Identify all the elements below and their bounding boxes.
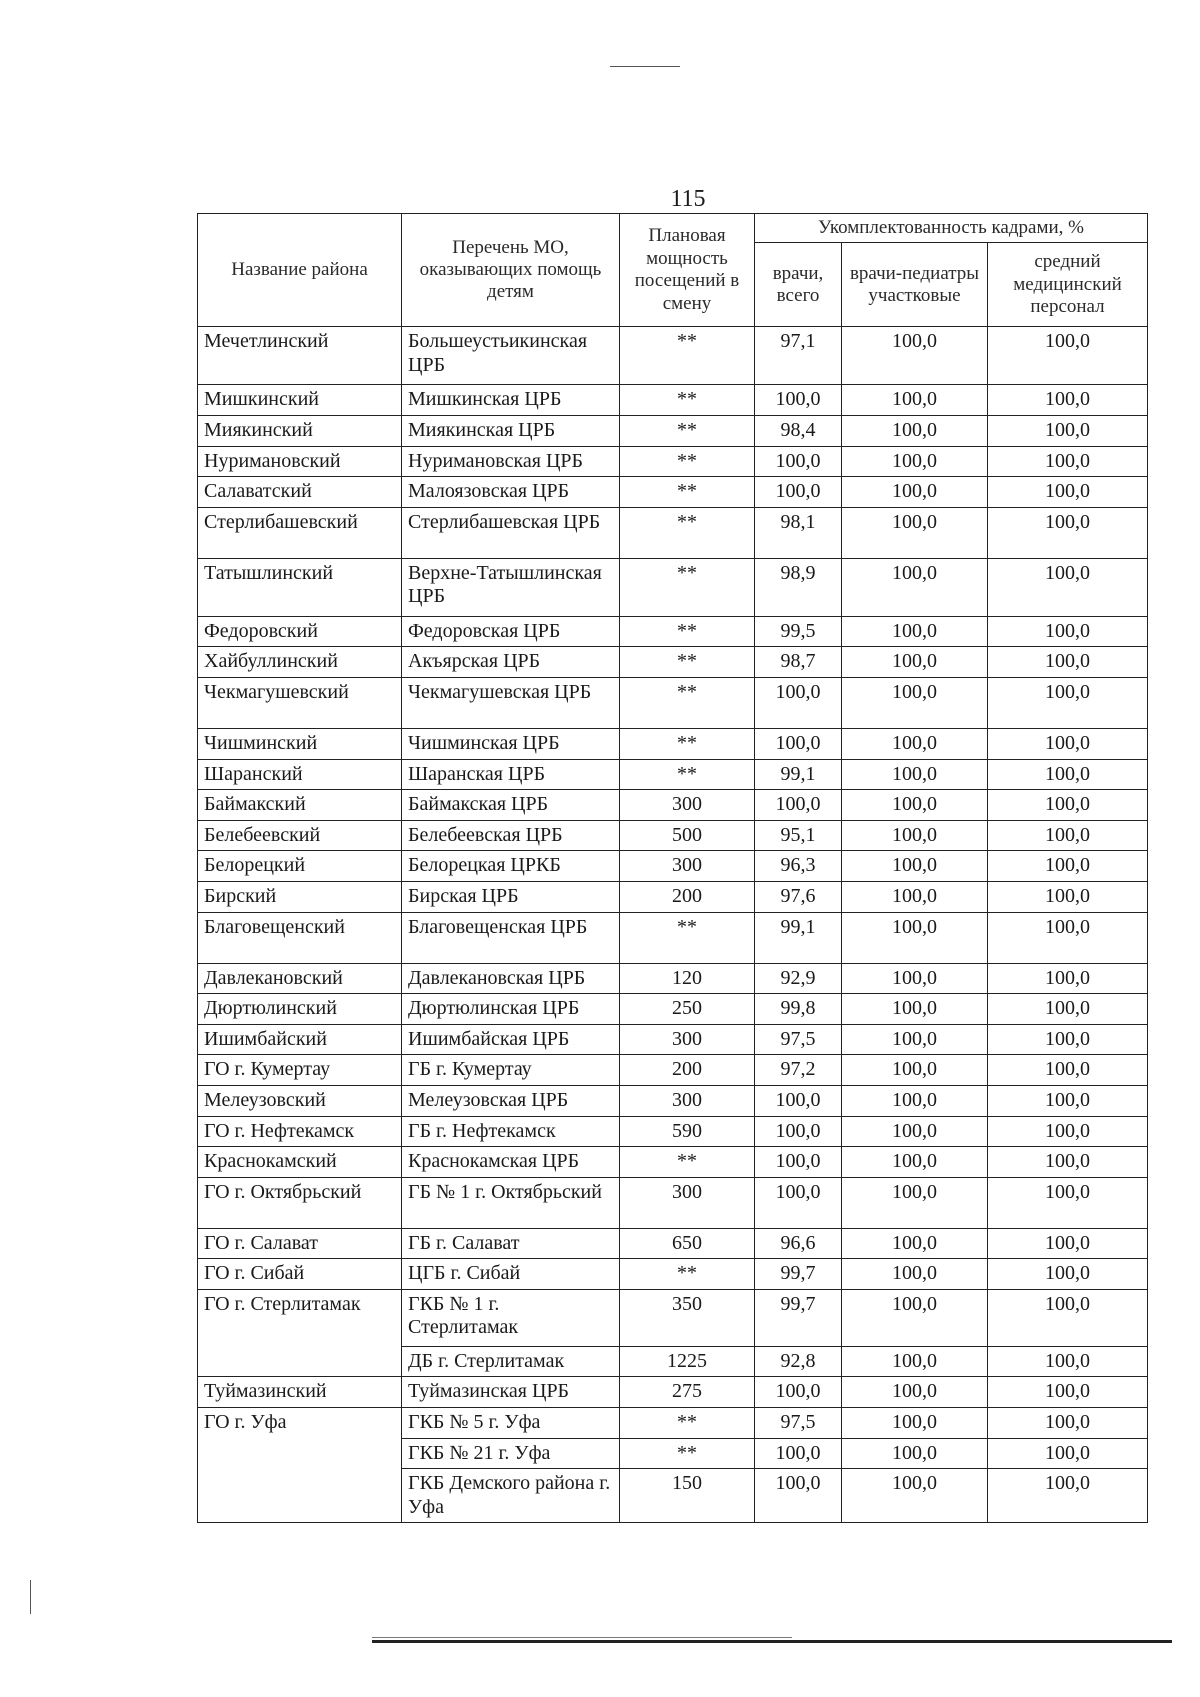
table-cell-nurses: 100,0 — [988, 1408, 1148, 1439]
table-cell-pediatricians: 100,0 — [842, 647, 988, 678]
table-cell-nurses: 100,0 — [988, 416, 1148, 447]
table-row — [198, 616, 1148, 647]
table-cell-doctors: 100,0 — [755, 1147, 842, 1178]
table-cell-nurses: 100,0 — [988, 1177, 1148, 1228]
table-row — [198, 881, 1148, 912]
table-cell-capacity: 300 — [620, 790, 755, 821]
table-row — [198, 728, 1148, 759]
table-cell-pediatricians: 100,0 — [842, 446, 988, 477]
table-cell-doctors: 96,6 — [755, 1228, 842, 1259]
table-row — [198, 820, 1148, 851]
table-row — [198, 1408, 1148, 1439]
page-number: 115 — [670, 186, 706, 212]
table-cell-mo: Благовещенская ЦРБ — [402, 912, 620, 963]
table-cell-nurses: 100,0 — [988, 759, 1148, 790]
table-cell-pediatricians: 100,0 — [842, 1469, 988, 1523]
table-cell-district: Татышлинский — [198, 558, 402, 616]
header-doctors-total: врачи, всего — [755, 243, 842, 327]
table-cell-nurses: 100,0 — [988, 1346, 1148, 1377]
table-cell-capacity: ** — [620, 1408, 755, 1439]
table-cell-capacity: 200 — [620, 1055, 755, 1086]
table-cell-nurses: 100,0 — [988, 851, 1148, 882]
table-cell-district: Нуримановский — [198, 446, 402, 477]
table-cell-doctors: 100,0 — [755, 1085, 842, 1116]
table-row — [198, 1147, 1148, 1178]
header-nurses: средний медицинский персонал — [988, 243, 1148, 327]
table-cell-nurses: 100,0 — [988, 1377, 1148, 1408]
table-row — [198, 385, 1148, 416]
table-cell-nurses: 100,0 — [988, 1438, 1148, 1469]
table-cell-capacity: ** — [620, 446, 755, 477]
table-cell-mo: ГКБ Демского района г. Уфа — [402, 1469, 620, 1523]
table-cell-mo: ГБ г. Кумертау — [402, 1055, 620, 1086]
table-row — [198, 912, 1148, 963]
table-cell-district: ГО г. Нефтекамск — [198, 1116, 402, 1147]
table-cell-mo: Дюртюлинская ЦРБ — [402, 994, 620, 1025]
table-cell-doctors: 96,3 — [755, 851, 842, 882]
table-cell-nurses: 100,0 — [988, 616, 1148, 647]
table-cell-capacity: ** — [620, 728, 755, 759]
table-cell-district: Стерлибашевский — [198, 507, 402, 558]
table-cell-capacity: 200 — [620, 881, 755, 912]
table-cell-capacity: 350 — [620, 1289, 755, 1346]
table-row — [198, 1289, 1148, 1346]
table-cell-pediatricians: 100,0 — [842, 477, 988, 508]
table-cell-district: Мишкинский — [198, 385, 402, 416]
table-cell-pediatricians: 100,0 — [842, 912, 988, 963]
table-cell-district: Миякинский — [198, 416, 402, 447]
table-cell-doctors: 100,0 — [755, 1177, 842, 1228]
table-cell-doctors: 92,9 — [755, 963, 842, 994]
table-cell-pediatricians: 100,0 — [842, 507, 988, 558]
table-cell-mo: Ишимбайская ЦРБ — [402, 1024, 620, 1055]
table-row — [198, 1259, 1148, 1290]
table-cell-mo: Чишминская ЦРБ — [402, 728, 620, 759]
header-staffing-group: Укомплектованность кадрами, % — [755, 214, 1148, 243]
table-cell-capacity: ** — [620, 1147, 755, 1178]
table-cell-nurses: 100,0 — [988, 327, 1148, 385]
scan-mark-top — [610, 66, 680, 67]
table-cell-nurses: 100,0 — [988, 1055, 1148, 1086]
table-cell-district: Салаватский — [198, 477, 402, 508]
table-cell-capacity: 150 — [620, 1469, 755, 1523]
table-cell-doctors: 98,9 — [755, 558, 842, 616]
table-cell-doctors: 97,1 — [755, 327, 842, 385]
table-cell-doctors: 100,0 — [755, 1469, 842, 1523]
table-cell-district: ГО г. Стерлитамак — [198, 1289, 402, 1377]
table-cell-mo: Давлекановская ЦРБ — [402, 963, 620, 994]
table-cell-mo: ГБ г. Салават — [402, 1228, 620, 1259]
table-cell-doctors: 92,8 — [755, 1346, 842, 1377]
table-cell-nurses: 100,0 — [988, 1116, 1148, 1147]
table-cell-capacity: ** — [620, 759, 755, 790]
table-cell-pediatricians: 100,0 — [842, 851, 988, 882]
table-cell-mo: ГКБ № 21 г. Уфа — [402, 1438, 620, 1469]
table-cell-nurses: 100,0 — [988, 790, 1148, 821]
table-cell-mo: ГБ № 1 г. Октябрьский — [402, 1177, 620, 1228]
table-cell-doctors: 99,1 — [755, 759, 842, 790]
table-cell-doctors: 95,1 — [755, 820, 842, 851]
table-cell-mo: ГКБ № 5 г. Уфа — [402, 1408, 620, 1439]
table-row — [198, 1228, 1148, 1259]
table-cell-pediatricians: 100,0 — [842, 1024, 988, 1055]
table-cell-doctors: 100,0 — [755, 1438, 842, 1469]
table-cell-nurses: 100,0 — [988, 677, 1148, 728]
table-cell-pediatricians: 100,0 — [842, 1055, 988, 1086]
table-cell-capacity: ** — [620, 507, 755, 558]
table-row — [198, 963, 1148, 994]
staffing-table — [197, 213, 1148, 1523]
table-cell-mo: Малоязовская ЦРБ — [402, 477, 620, 508]
table-cell-district: Чекмагушевский — [198, 677, 402, 728]
table-cell-district: Федоровский — [198, 616, 402, 647]
table-row — [198, 1177, 1148, 1228]
table-cell-pediatricians: 100,0 — [842, 759, 988, 790]
table-cell-capacity: ** — [620, 327, 755, 385]
table-cell-capacity: ** — [620, 558, 755, 616]
table-cell-doctors: 97,6 — [755, 881, 842, 912]
table-row — [198, 1377, 1148, 1408]
table-cell-district: Бирский — [198, 881, 402, 912]
table-cell-capacity: ** — [620, 677, 755, 728]
table-cell-nurses: 100,0 — [988, 820, 1148, 851]
table-cell-mo: Белорецкая ЦРКБ — [402, 851, 620, 882]
table-cell-mo: Чекмагушевская ЦРБ — [402, 677, 620, 728]
table-cell-nurses: 100,0 — [988, 507, 1148, 558]
table-cell-capacity: 650 — [620, 1228, 755, 1259]
table-cell-district: Шаранский — [198, 759, 402, 790]
header-capacity: Плановая мощность посещений в смену — [620, 214, 755, 327]
table-cell-capacity: ** — [620, 477, 755, 508]
table-cell-doctors: 100,0 — [755, 1116, 842, 1147]
table-cell-doctors: 99,8 — [755, 994, 842, 1025]
table-cell-pediatricians: 100,0 — [842, 616, 988, 647]
table-cell-doctors: 100,0 — [755, 677, 842, 728]
table-row — [198, 1116, 1148, 1147]
table-row — [198, 851, 1148, 882]
table-cell-mo: ГКБ № 1 г. Стерлитамак — [402, 1289, 620, 1346]
table-cell-doctors: 100,0 — [755, 446, 842, 477]
table-cell-nurses: 100,0 — [988, 1259, 1148, 1290]
table-row — [198, 1024, 1148, 1055]
table-cell-mo: Бирская ЦРБ — [402, 881, 620, 912]
table-cell-mo: Большеустьикинская ЦРБ — [402, 327, 620, 385]
table-cell-doctors: 98,1 — [755, 507, 842, 558]
table-cell-nurses: 100,0 — [988, 1228, 1148, 1259]
table-cell-doctors: 100,0 — [755, 477, 842, 508]
table-cell-doctors: 97,2 — [755, 1055, 842, 1086]
table-cell-district: Краснокамский — [198, 1147, 402, 1178]
table-cell-nurses: 100,0 — [988, 912, 1148, 963]
table-cell-pediatricians: 100,0 — [842, 994, 988, 1025]
table-cell-district: ГО г. Салават — [198, 1228, 402, 1259]
table-cell-pediatricians: 100,0 — [842, 790, 988, 821]
table-cell-nurses: 100,0 — [988, 446, 1148, 477]
table-row — [198, 558, 1148, 616]
table-cell-mo: ДБ г. Стерлитамак — [402, 1346, 620, 1377]
table-cell-capacity: 300 — [620, 1085, 755, 1116]
table-cell-mo: ЦГБ г. Сибай — [402, 1259, 620, 1290]
table-cell-pediatricians: 100,0 — [842, 416, 988, 447]
table-cell-nurses: 100,0 — [988, 994, 1148, 1025]
table-cell-district: Хайбуллинский — [198, 647, 402, 678]
table-cell-capacity: 300 — [620, 1177, 755, 1228]
table-cell-pediatricians: 100,0 — [842, 881, 988, 912]
table-cell-nurses: 100,0 — [988, 728, 1148, 759]
table-row — [198, 994, 1148, 1025]
table-cell-nurses: 100,0 — [988, 1469, 1148, 1523]
table-cell-nurses: 100,0 — [988, 1024, 1148, 1055]
table-cell-district: Баймакский — [198, 790, 402, 821]
table-row — [198, 790, 1148, 821]
header-mo-list: Перечень МО, оказывающих помощь детям — [402, 214, 620, 327]
table-cell-doctors: 99,7 — [755, 1289, 842, 1346]
table-cell-pediatricians: 100,0 — [842, 1116, 988, 1147]
table-cell-mo: Шаранская ЦРБ — [402, 759, 620, 790]
table-cell-mo: Стерлибашевская ЦРБ — [402, 507, 620, 558]
table-row — [198, 416, 1148, 447]
scan-line-thin — [372, 1637, 792, 1638]
table-cell-capacity: 500 — [620, 820, 755, 851]
table-cell-pediatricians: 100,0 — [842, 1346, 988, 1377]
table-row — [198, 477, 1148, 508]
table-cell-capacity: 1225 — [620, 1346, 755, 1377]
table-cell-capacity: ** — [620, 616, 755, 647]
table-cell-capacity: ** — [620, 1438, 755, 1469]
header-district: Название района — [198, 214, 402, 327]
table-cell-capacity: 300 — [620, 1024, 755, 1055]
table-cell-district: Белорецкий — [198, 851, 402, 882]
table-cell-doctors: 98,7 — [755, 647, 842, 678]
table-cell-mo: Белебеевская ЦРБ — [402, 820, 620, 851]
table-cell-capacity: ** — [620, 912, 755, 963]
table-cell-mo: Туймазинская ЦРБ — [402, 1377, 620, 1408]
table-row — [198, 327, 1148, 385]
table-row — [198, 507, 1148, 558]
table-cell-district: Мечетлинский — [198, 327, 402, 385]
table-cell-mo: Акъярская ЦРБ — [402, 647, 620, 678]
table-cell-pediatricians: 100,0 — [842, 1438, 988, 1469]
table-cell-capacity: ** — [620, 385, 755, 416]
table-cell-nurses: 100,0 — [988, 1147, 1148, 1178]
table-cell-capacity: ** — [620, 1259, 755, 1290]
table-cell-mo: ГБ г. Нефтекамск — [402, 1116, 620, 1147]
table-cell-pediatricians: 100,0 — [842, 1259, 988, 1290]
table-cell-doctors: 100,0 — [755, 1377, 842, 1408]
table-row — [198, 446, 1148, 477]
table-cell-nurses: 100,0 — [988, 385, 1148, 416]
table-row — [198, 647, 1148, 678]
table-body — [198, 327, 1148, 1523]
table-cell-district: ГО г. Октябрьский — [198, 1177, 402, 1228]
table-cell-pediatricians: 100,0 — [842, 1228, 988, 1259]
table-cell-capacity: 590 — [620, 1116, 755, 1147]
table-cell-district: ГО г. Кумертау — [198, 1055, 402, 1086]
table-cell-pediatricians: 100,0 — [842, 677, 988, 728]
table-cell-mo: Нуримановская ЦРБ — [402, 446, 620, 477]
table-cell-doctors: 100,0 — [755, 385, 842, 416]
table-cell-capacity: ** — [620, 416, 755, 447]
table-cell-capacity: 120 — [620, 963, 755, 994]
table-row — [198, 1055, 1148, 1086]
table-cell-pediatricians: 100,0 — [842, 728, 988, 759]
table-cell-doctors: 98,4 — [755, 416, 842, 447]
table-cell-pediatricians: 100,0 — [842, 1408, 988, 1439]
table-cell-mo: Федоровская ЦРБ — [402, 616, 620, 647]
table-cell-capacity: 250 — [620, 994, 755, 1025]
table-cell-nurses: 100,0 — [988, 477, 1148, 508]
table-cell-nurses: 100,0 — [988, 1289, 1148, 1346]
table-cell-mo: Краснокамская ЦРБ — [402, 1147, 620, 1178]
table-cell-doctors: 97,5 — [755, 1024, 842, 1055]
table-cell-doctors: 99,1 — [755, 912, 842, 963]
table-row — [198, 677, 1148, 728]
scan-mark-left — [30, 1580, 31, 1614]
table-cell-nurses: 100,0 — [988, 647, 1148, 678]
table-cell-doctors: 99,7 — [755, 1259, 842, 1290]
table-cell-doctors: 100,0 — [755, 790, 842, 821]
table-cell-district: Ишимбайский — [198, 1024, 402, 1055]
table-cell-pediatricians: 100,0 — [842, 327, 988, 385]
table-cell-capacity: 300 — [620, 851, 755, 882]
table-cell-mo: Верхне-Татышлинская ЦРБ — [402, 558, 620, 616]
table-cell-pediatricians: 100,0 — [842, 1289, 988, 1346]
table-cell-district: Белебеевский — [198, 820, 402, 851]
table-cell-pediatricians: 100,0 — [842, 1377, 988, 1408]
table-cell-pediatricians: 100,0 — [842, 385, 988, 416]
scan-line-bottom — [372, 1640, 1172, 1643]
table-cell-capacity: ** — [620, 647, 755, 678]
table-cell-district: ГО г. Уфа — [198, 1408, 402, 1523]
table-cell-mo: Мишкинская ЦРБ — [402, 385, 620, 416]
table-cell-pediatricians: 100,0 — [842, 963, 988, 994]
table-cell-district: Мелеузовский — [198, 1085, 402, 1116]
table-cell-pediatricians: 100,0 — [842, 1085, 988, 1116]
table-cell-pediatricians: 100,0 — [842, 1147, 988, 1178]
table-cell-district: Дюртюлинский — [198, 994, 402, 1025]
table-cell-district: Туймазинский — [198, 1377, 402, 1408]
table-cell-doctors: 100,0 — [755, 728, 842, 759]
table-cell-pediatricians: 100,0 — [842, 558, 988, 616]
table-cell-pediatricians: 100,0 — [842, 1177, 988, 1228]
table-cell-mo: Баймакская ЦРБ — [402, 790, 620, 821]
table-cell-nurses: 100,0 — [988, 881, 1148, 912]
table-cell-capacity: 275 — [620, 1377, 755, 1408]
table-cell-nurses: 100,0 — [988, 1085, 1148, 1116]
table-cell-mo: Миякинская ЦРБ — [402, 416, 620, 447]
table-row — [198, 759, 1148, 790]
header-pediatricians: врачи-педиатры участковые — [842, 243, 988, 327]
table-cell-nurses: 100,0 — [988, 963, 1148, 994]
table-row — [198, 1085, 1148, 1116]
table-cell-district: Чишминский — [198, 728, 402, 759]
table-cell-doctors: 99,5 — [755, 616, 842, 647]
table-cell-district: Благовещенский — [198, 912, 402, 963]
table-cell-nurses: 100,0 — [988, 558, 1148, 616]
table-cell-mo: Мелеузовская ЦРБ — [402, 1085, 620, 1116]
table-cell-district: ГО г. Сибай — [198, 1259, 402, 1290]
table-cell-doctors: 97,5 — [755, 1408, 842, 1439]
table-cell-district: Давлекановский — [198, 963, 402, 994]
table-cell-pediatricians: 100,0 — [842, 820, 988, 851]
